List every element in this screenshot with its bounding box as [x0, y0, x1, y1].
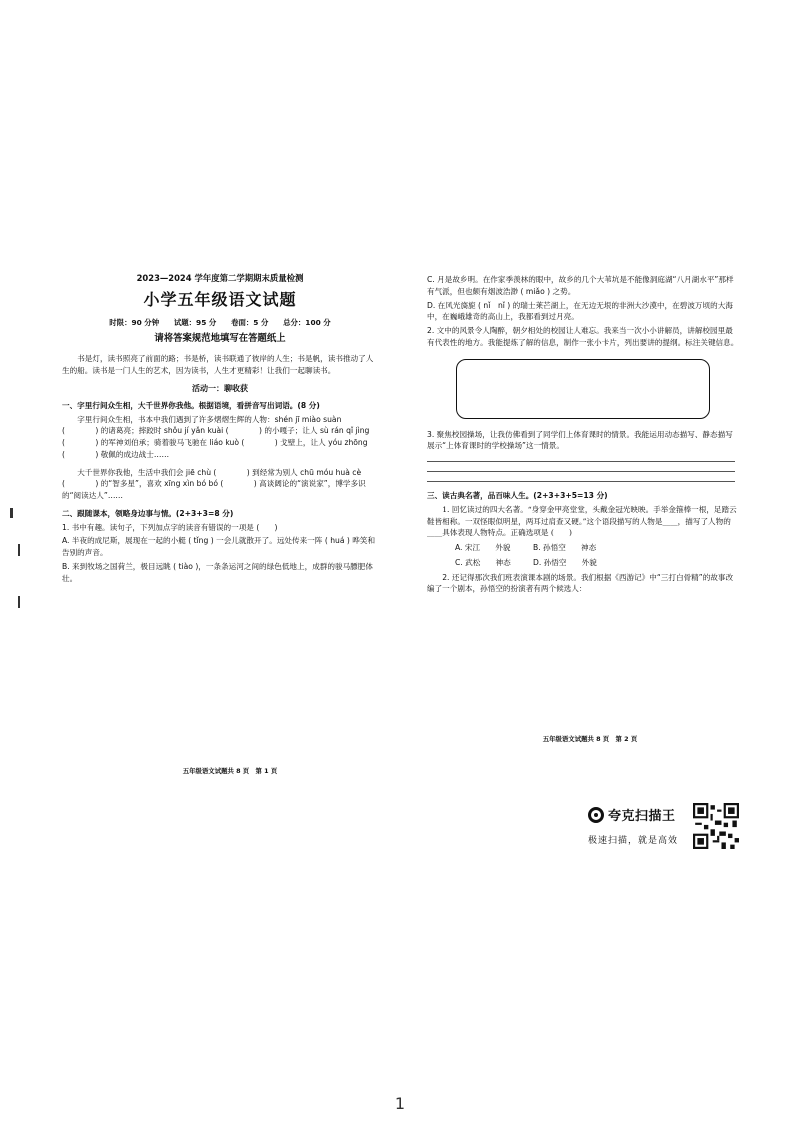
option-item: D. 孙悟空 外貌 [533, 557, 597, 567]
question-2-3: 3. 聚焦校园操场，让我仿佛看到了同学们上体育课时的情景。我能运用动态描写、静态描写展示“上体育课时的学校操场”这一情景。 [427, 429, 733, 451]
binding-mark [18, 596, 20, 608]
binding-mark [18, 544, 20, 556]
question-2-1: 1. 书中有趣。读句子，下列加点字的读音有错误的一项是 ( ) [62, 522, 278, 532]
option-item: A. 宋江 外貌 [455, 543, 511, 553]
answer-card-box [456, 359, 710, 419]
section-1-paragraph-2: 大千世界你我他，生活中我们会 jiē chù ( ) 到经常为别人 chū móu huà cè ( ) 的“智多星”，喜欢 xīng xìn bó bó ( ) 高谈阔论的“演说家”，博学多识的“阅读达人”…… [62, 467, 366, 501]
question-3-2: 2. 还记得那次我们班表演课本剧的场景。我们根据《西游记》中“三打白骨精”的故事改编了一个剧本，孙悟空的扮演者有两个候选人： [427, 572, 734, 594]
scanner-logo-icon [588, 807, 604, 823]
option-a: A. 半夜的成尼斯，展现在一起的小艇 ( tǐng ) 一会儿就散开了。远处传来一阵 ( huá ) 哗笑和告别的声音。 [62, 536, 376, 558]
scanner-slogan: 极速扫描，就是高效 [588, 836, 679, 846]
option-b: B. 来到牧场之国荷兰，极目远眺 ( tiào )，一条条运河之间的绿色低地上，成群的骏马膘肥体壮。 [62, 561, 373, 583]
question-3-1: 1. 回忆读过的四大名著。“身穿金甲亮堂堂，头戴金冠光映映。手举金箍棒一根，足踏云鞋皆相称。一双怪眼似明星，两耳过肩查又硬。”这个语段描写的人物是____，描写了人物的____具体表现人物特点。正确选项是 ( ) [427, 504, 737, 538]
answer-line [427, 471, 735, 472]
right-page-footer: 五年级语文试题共 8 页 第 2 页 [542, 735, 638, 743]
left-page [62, 272, 378, 587]
options-row [427, 542, 739, 554]
binding-mark [10, 508, 13, 518]
intro-paragraph: 书是灯，读书照亮了前面的路；书是桥，读书联通了彼岸的人生；书是帆，读书推动了人生的船。读书是一门人生的艺术，因为读书，人生才更精彩！让我们一起聊读书。 [62, 353, 374, 375]
activity-title: 活动一：聊收获 [192, 384, 248, 394]
exam-meta: 时限：90 分钟 试题：95 分 卷面：5 分 总分：100 分 [109, 317, 331, 327]
scanner-brand-name: 夸克扫描王 [608, 809, 676, 824]
question-2-2: 2. 文中的风景令人陶醉，朝夕相处的校园让人难忘。我来当一次小小讲解员，讲解校园里最有代表性的地方。我能提炼了解的信息，制作一张小卡片，列出要讲的提纲。标注关键信息。 [427, 326, 739, 347]
exam-year-title: 2023—2024 学年度第二学期期末质量检测 [136, 273, 304, 283]
section-3-heading: 三、读古典名著，品百味人生。(2+3+3+5=13 分) [427, 491, 608, 501]
left-page-footer: 五年级语文试题共 8 页 第 1 页 [182, 767, 278, 775]
scanner-branding [588, 803, 738, 853]
answer-line [427, 461, 735, 462]
section-2-heading: 二、跟随课本，领略身边事与情。(2+3+3=8 分) [62, 508, 234, 518]
page-number: 1 [394, 1094, 406, 1113]
section-1-heading: 一、字里行间众生相，大千世界你我他。根据语境，看拼音写出词语。(8 分) [62, 400, 320, 410]
exam-title: 小学五年级语文试题 [143, 290, 297, 310]
option-c: C. 月是故乡明。在作家季羡林的眼中，故乡的几个大苇坑是不能像洞庭湖“八月湖水平”那样有气派，但也颇有烟波浩渺 ( miǎo ) 之势。 [427, 275, 734, 296]
option-item: C. 武松 神态 [455, 557, 511, 567]
options-row [427, 557, 739, 569]
section-1-paragraph-1: 字里行间众生相，书本中我们遇到了许多熠熠生辉的人物：shén jī miào suàn ( ) 的诸葛亮；摔跤时 shǒu jí yǎn kuài ( ) 的小嘎子；让人 sù rán qǐ jìng ( ) 的军神刘伯承；骑着骏马飞驰在 liáo kuò ( ) 戈壁上，让人 yóu zhōng ( ) 敬佩的成边战士…… [62, 414, 370, 459]
option-item: B. 孙悟空 神态 [533, 543, 597, 553]
option-d: D. 在风光旖旎 ( nǐ nǐ ) 的瑞士莱芒湖上，在无边无垠的非洲大沙漠中，在碧波万顷的大海中，在巍峨雄奇的高山上，我都看到过月亮。 [427, 300, 733, 322]
right-page [427, 272, 739, 597]
answer-line [427, 481, 735, 482]
exam-notice: 请将答案规范地填写在答题纸上 [154, 333, 286, 345]
qr-code-icon [693, 803, 739, 849]
